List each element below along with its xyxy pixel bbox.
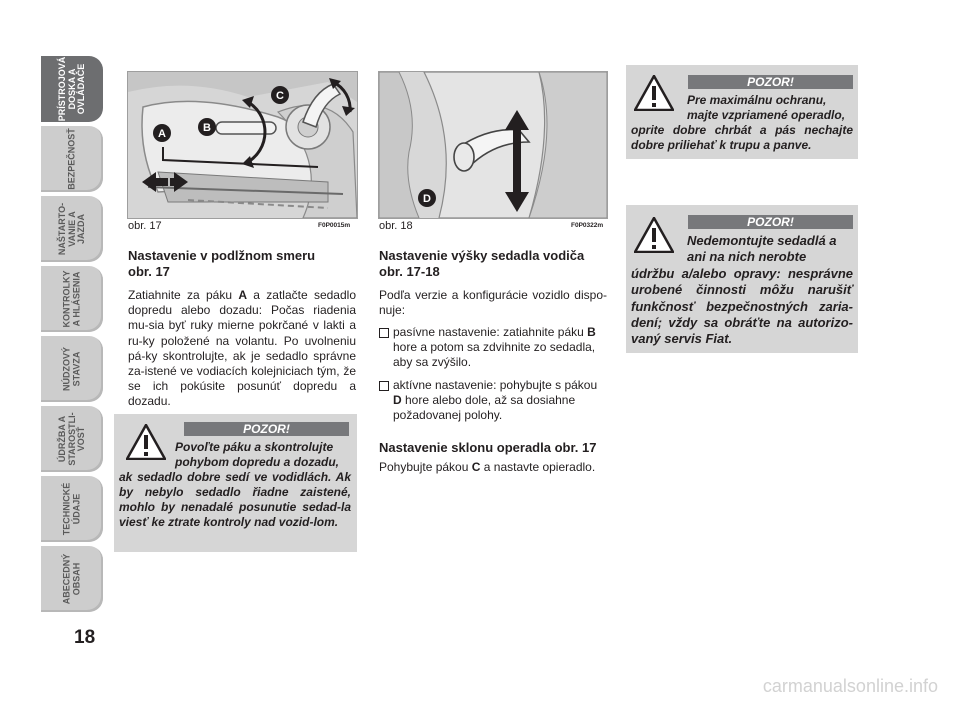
tab-nudzovy-stav[interactable] bbox=[41, 336, 103, 402]
tab-label: BEZPEČNOSŤ bbox=[66, 128, 77, 190]
heading-line: Nastavenie výšky sedadla vodiča bbox=[379, 248, 585, 263]
tab-label: NÚDZOVÝ STAVZA bbox=[61, 347, 81, 392]
key-letter: B bbox=[587, 325, 596, 339]
heading-line: obr. 17-18 bbox=[379, 264, 440, 279]
key-letter: C bbox=[471, 460, 481, 474]
paragraph-height-intro: Podľa verzie a konfigurácie vozidlo dispo-nuje: bbox=[379, 288, 607, 318]
figure-18-code: F0P0322m bbox=[571, 222, 604, 229]
section-heading-longitudinal bbox=[128, 248, 356, 280]
tab-label: ÚDRŽBA A STAROSTLI- VOSŤ bbox=[56, 412, 86, 466]
warning-title: POZOR! bbox=[184, 422, 349, 436]
page-number: 18 bbox=[74, 627, 96, 648]
tab-label: NAŠTARTO- VANIE A JAZDA bbox=[56, 202, 86, 256]
warning-title: POZOR! bbox=[688, 215, 853, 229]
warning-text: Nedemontujte sedadlá a ani na nich nerobte údržbu a/alebo opravy: nesprávne urobené činnosti môžu narušiť funkčnosť bezpečnostných zaria-dení; vždy sa obráťte na autorizo-vaný servis Fiat. bbox=[631, 233, 853, 347]
callout-b: B bbox=[203, 122, 211, 134]
tab-abecedny-obsah[interactable] bbox=[41, 546, 103, 612]
figure-17 bbox=[127, 71, 358, 219]
tab-udrzba[interactable] bbox=[41, 406, 103, 472]
seat-controls-illustration bbox=[128, 72, 357, 218]
checkbox-bullet-icon bbox=[379, 328, 389, 338]
tab-label: ABECEDNÝ OBSAH bbox=[61, 553, 81, 605]
tab-pristrojova-doska[interactable] bbox=[41, 56, 103, 122]
seat-height-lever-illustration bbox=[379, 72, 607, 218]
section-heading-height bbox=[379, 248, 607, 280]
paragraph-longitudinal: Zatiahnite za páku A a zatlačte sedadlo dopredu alebo dozadu: Počas riadenia mu-sia byť ruky mierne pokrčané v lakti a ru-ky položené na volantu. Po uvolneniu pá-ky skontrolujte, ak je sedadlo správne za-istené ve vodiacích kolejniciach tým, že se ich pokúsite posunúť dopredu a dozadu. bbox=[128, 288, 356, 409]
callout-d: D bbox=[423, 193, 431, 205]
warning-box-lever bbox=[114, 414, 357, 552]
checkbox-bullet-icon bbox=[379, 381, 389, 391]
heading-line: Nastavenie v podlžnom smeru bbox=[128, 248, 316, 263]
warning-text: Povoľte páku a skontrolujte pohybom dopredu a dozadu, ak sedadlo dobre sedí ve vodidlách. Ak by nebylo sedadlo řiadne zaistené, mohlo by nenadalé posunutie sedad-la viesť ke ztrate kontroly nad vozid-lom. bbox=[119, 440, 351, 529]
tab-label: KONTROLKY A HLÁSENIA bbox=[61, 270, 81, 328]
tab-label: TECHNICKÉ ÚDAJE bbox=[61, 482, 81, 536]
warning-box-backrest bbox=[626, 65, 858, 159]
figure-18 bbox=[378, 71, 608, 219]
key-letter: A bbox=[238, 288, 247, 302]
figure-18-caption: obr. 18 bbox=[379, 220, 413, 232]
warning-text: Pre maximálnu ochranu, majte vzpriamené operadlo, oprite dobre chrbát a pás nechajte dobre priliehať k trupu a panve. bbox=[631, 93, 853, 152]
heading-line: obr. 17 bbox=[128, 264, 170, 279]
warning-box-seat-service bbox=[626, 205, 858, 353]
figure-17-code: F0P0015m bbox=[318, 222, 351, 229]
list-item-passive: pasívne nastavenie: zatiahnite páku B hore a potom sa zdvihnite zo sedadla, aby sa zvýšilo. bbox=[379, 325, 607, 371]
tab-technicke-udaje[interactable] bbox=[41, 476, 103, 542]
tab-kontrolky[interactable] bbox=[41, 266, 103, 332]
list-item-active: aktívne nastavenie: pohybujte s pákou D hore alebo dole, až sa dosiahne požadovanej polohy. bbox=[379, 378, 607, 424]
figure-17-caption: obr. 17 bbox=[128, 220, 162, 232]
tab-bezpecnost[interactable] bbox=[41, 126, 103, 192]
paragraph-backrest: Pohybujte pákou C a nastavte opieradlo. bbox=[379, 460, 596, 474]
watermark: carmanualsonline.info bbox=[762, 676, 938, 696]
callout-a: A bbox=[158, 128, 166, 140]
tab-label: PRÍSTROJOVÁ DOSKA A OVLÁDAČE bbox=[56, 56, 86, 122]
tab-nastartovanie[interactable] bbox=[41, 196, 103, 262]
key-letter: D bbox=[393, 393, 402, 408]
warning-title: POZOR! bbox=[688, 75, 853, 89]
callout-c: C bbox=[276, 90, 284, 102]
section-heading-backrest: Nastavenie sklonu operadla obr. 17 bbox=[379, 440, 597, 455]
